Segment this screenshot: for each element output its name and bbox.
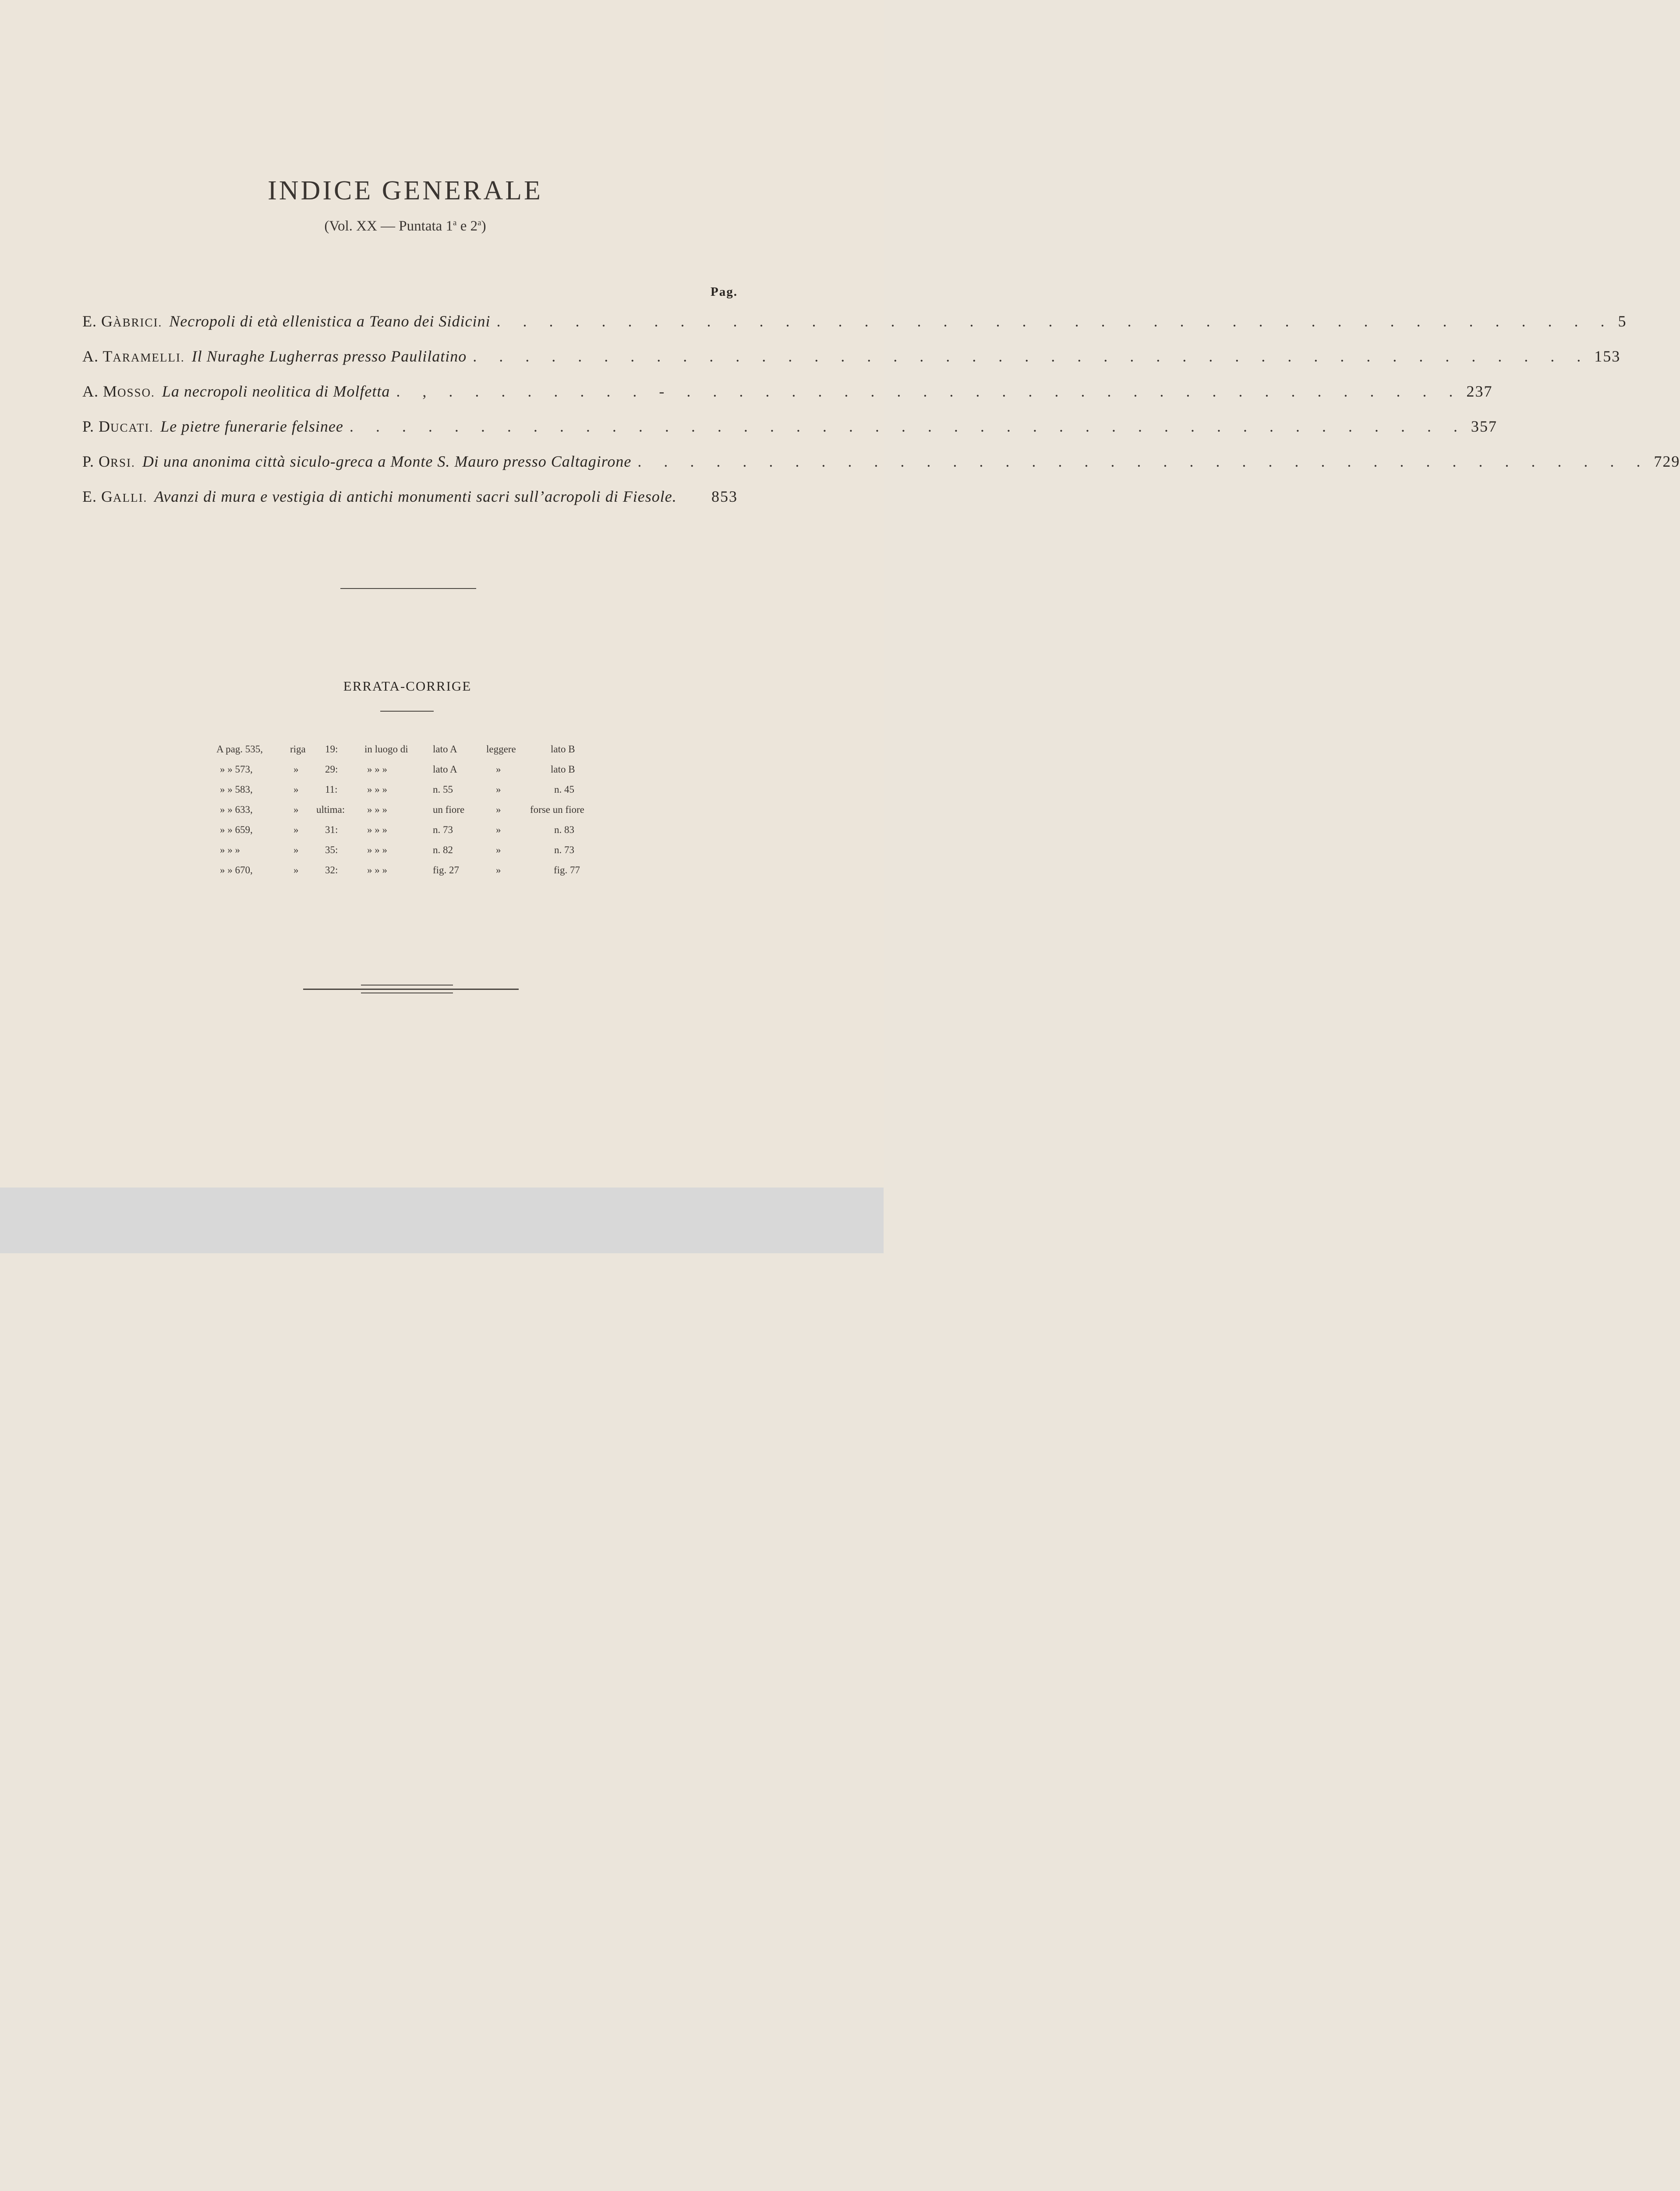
errata-correct: n. 45 [554,784,574,795]
errata-line-label: » [294,764,299,775]
toc-entry [82,312,1627,337]
subtitle-text: e 2 [456,218,478,234]
errata-instead-of: » » » [367,764,387,775]
subtitle-text: ) [481,218,486,234]
errata-correct: lato B [551,764,575,775]
errata-line: 31: [325,824,338,835]
errata-row [210,784,605,804]
errata-row [210,865,605,885]
toc-entry [82,487,738,512]
volume-subtitle [0,218,810,234]
errata-line: 11: [325,784,338,795]
errata-read-label: » [496,844,501,855]
toc-entry [82,347,1621,372]
toc-title: Necropoli di età ellenistica a Teano dei Sidicini [169,312,491,330]
toc-leader-dots: . . . . . . . . . . . . . . . . . . . . . . . . . . . . . . . . . . . . . . . . . . . [496,312,1614,330]
errata-wrong: n. 73 [433,824,453,835]
errata-line-label: riga [290,744,306,755]
errata-correct: n. 73 [554,844,574,855]
errata-read-label: » [496,764,501,775]
errata-line: 19: [325,744,338,755]
toc-leader-dots: . . . . . . . . . . . . . . . . . . . . . . . . . . . . . . . . . . . . . . . . . . . [473,347,1590,365]
subtitle-text: (Vol. XX — Puntata 1 [324,218,453,234]
errata-wrong: lato A [433,764,457,775]
errata-wrong: fig. 27 [433,865,460,876]
errata-correct: forse un fiore [530,804,584,815]
toc-title: La necropoli neolitica di Molfetta [162,383,390,400]
toc-author: A. TARAMELLI. [82,347,185,365]
errata-instead-of: » » » [367,804,387,815]
errata-line-label: » [294,804,299,815]
errata-page: » » 659, [220,824,253,835]
errata-wrong: lato A [433,744,457,755]
page-title: INDICE GENERALE [268,176,543,206]
toc-title: Le pietre funerarie felsinee [160,418,343,435]
errata-line-label: » [294,784,299,795]
errata-line-label: » [294,865,299,876]
errata-instead-of: » » » [367,824,387,835]
toc-entry [82,417,1497,442]
errata-line-label: » [294,824,299,835]
errata-page: » » » [220,844,240,855]
errata-read-label: » [496,824,501,835]
errata-wrong: n. 55 [433,784,453,795]
toc-page-number: 237 [1466,383,1493,400]
errata-instead-of: in luogo di [364,744,408,755]
toc-title: Il Nuraghe Lugherras presso Paulilatino [191,347,467,365]
toc-entry [82,382,1493,407]
errata-page: » » 670, [220,865,253,876]
errata-row [210,764,605,784]
errata-page: » » 633, [220,804,253,815]
errata-row [210,744,605,764]
errata-correct: lato B [551,744,575,755]
toc-leader-dots: . . . . . . . . . . . . . . . . . . . . . . . . . . . . . . . . . . . . . . . [637,453,1650,470]
errata-read-label: » [496,784,501,795]
errata-page: » » 573, [220,764,253,775]
toc-page-number: 357 [1471,418,1497,435]
errata-read-label: leggere [486,744,516,755]
subtitle-superscript: a [477,218,481,227]
toc-author: P. DUCATI. [82,418,154,435]
errata-title: ERRATA-CORRIGE [343,678,472,694]
errata-read-label: » [496,865,501,876]
toc-title: Di una anonima città siculo-greca a Monte S. Mauro presso Caltagirone [142,453,632,470]
errata-page: » » 583, [220,784,253,795]
toc-page-number: 729 [1654,453,1680,470]
toc-leader-dots: . . . . . . . . . . . . . . . . . . . . . . . . . . . . . . . . . . . . . . . . . . . [349,418,1467,435]
errata-line: 32: [325,865,338,876]
toc-leader-dots: . , . . . . . . . . - . . . . . . . . . . . . . . . . . . . . . . . . . . . . . . [396,383,1462,400]
errata-row [210,804,605,824]
errata-row [210,844,605,865]
errata-correct: fig. 77 [554,865,580,876]
toc-entry [82,452,1680,477]
closing-ornament-rule [303,985,519,994]
toc-page-number: 853 [711,488,738,505]
toc-title: Avanzi di mura e vestigia di antichi monumenti sacri sull’acropoli di Fiesole. [154,488,677,505]
toc-page-number: 153 [1594,347,1621,365]
errata-wrong: n. 82 [433,844,453,855]
toc-author: A. MOSSO. [82,383,155,400]
toc-author: E. GÀBRICI. [82,312,163,330]
toc-author: P. ORSI. [82,453,135,470]
toc-author: E. GALLI. [82,488,148,505]
subtitle-superscript: a [453,218,457,227]
section-divider [340,588,476,589]
errata-wrong: un fiore [433,804,465,815]
errata-line: ultima: [316,804,345,815]
errata-read-label: » [496,804,501,815]
errata-row [210,824,605,844]
toc-page-number: 5 [1618,312,1627,330]
errata-correct: n. 83 [554,824,574,835]
page-column-header: Pag. [711,285,738,299]
errata-instead-of: » » » [367,844,387,855]
errata-instead-of: » » » [367,865,387,876]
errata-line-label: » [294,844,299,855]
errata-title-underline [380,711,434,712]
errata-line: 35: [325,844,338,855]
errata-instead-of: » » » [367,784,387,795]
digitization-footer [0,1188,884,1253]
errata-line: 29: [325,764,338,775]
errata-page: A pag. 535, [216,744,263,755]
